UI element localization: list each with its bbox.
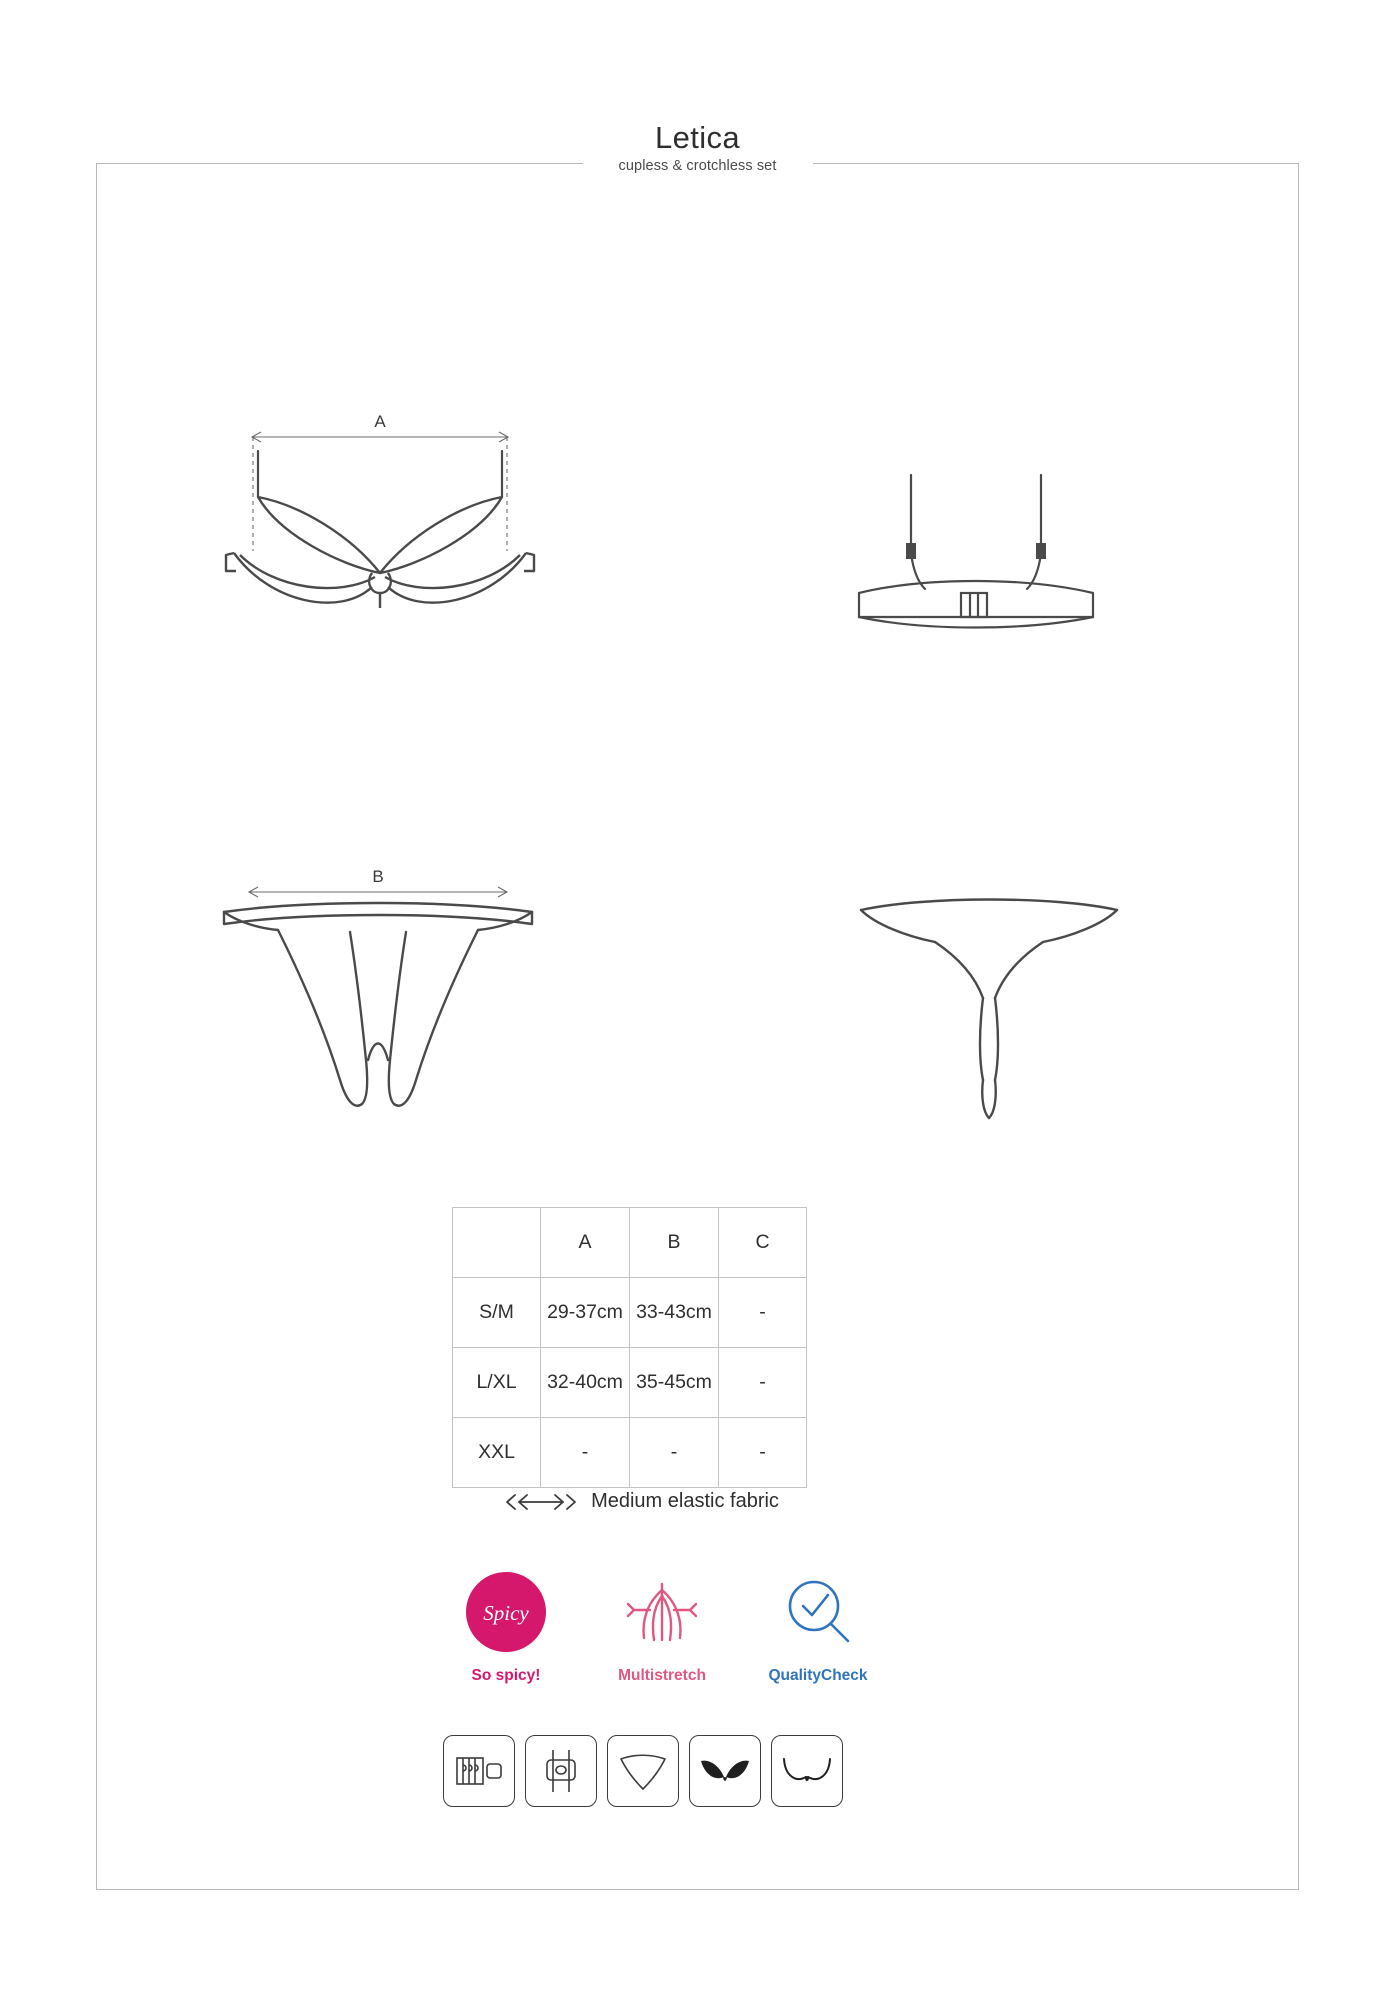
badge-row — [452, 1570, 872, 1685]
title-block — [583, 114, 813, 184]
svg-text:Spicy: Spicy — [483, 1601, 529, 1625]
row-value-c: - — [719, 1348, 807, 1418]
open-cup-icon — [771, 1735, 843, 1807]
table-header-c: C — [719, 1208, 807, 1278]
row-value-b: - — [630, 1418, 719, 1488]
spicy-badge-icon — [464, 1570, 548, 1654]
row-size-label: XXL — [453, 1418, 541, 1488]
badge-caption-qualitycheck: QualityCheck — [768, 1667, 868, 1684]
size-table — [452, 1207, 807, 1488]
table-row — [453, 1418, 807, 1488]
row-value-b: 33-43cm — [630, 1278, 719, 1348]
row-value-a: - — [541, 1418, 630, 1488]
elastic-note — [452, 1490, 832, 1513]
feature-icon-row — [443, 1735, 843, 1807]
page-title: Letica — [654, 120, 741, 155]
table-header-row — [453, 1208, 807, 1278]
bra-back-diagram — [855, 465, 1115, 665]
badge-caption-spicy: So spicy! — [471, 1667, 541, 1684]
row-value-a: 32-40cm — [541, 1348, 630, 1418]
multistretch-icon — [620, 1570, 704, 1654]
measure-label-a: A — [374, 412, 386, 431]
row-value-a: 29-37cm — [541, 1278, 630, 1348]
adjustable-straps-icon — [525, 1735, 597, 1807]
badge-caption-multistretch: Multistretch — [618, 1667, 706, 1684]
row-size-label: S/M — [453, 1278, 541, 1348]
page-subtitle: cupless & crotchless set — [618, 157, 777, 174]
badge-spicy — [452, 1570, 560, 1685]
thong-back-diagram — [855, 880, 1125, 1130]
row-size-label: L/XL — [453, 1348, 541, 1418]
row-value-c: - — [719, 1278, 807, 1348]
double-arrow-icon — [505, 1492, 577, 1512]
badge-qualitycheck — [764, 1570, 872, 1685]
thong-back-icon — [607, 1735, 679, 1807]
elastic-note-text: Medium elastic fabric — [591, 1490, 779, 1512]
table-row — [453, 1348, 807, 1418]
cupless-bra-icon — [689, 1735, 761, 1807]
table-row — [453, 1278, 807, 1348]
hook-and-eye-closure-icon — [443, 1735, 515, 1807]
badge-multistretch — [608, 1570, 716, 1685]
bra-front-diagram — [220, 405, 550, 695]
measure-label-b: B — [372, 867, 384, 886]
table-header-b: B — [630, 1208, 719, 1278]
qualitycheck-icon — [776, 1570, 860, 1654]
table-header-a: A — [541, 1208, 630, 1278]
panty-front-diagram — [218, 860, 558, 1120]
table-header-empty — [453, 1208, 541, 1278]
row-value-b: 35-45cm — [630, 1348, 719, 1418]
row-value-c: - — [719, 1418, 807, 1488]
